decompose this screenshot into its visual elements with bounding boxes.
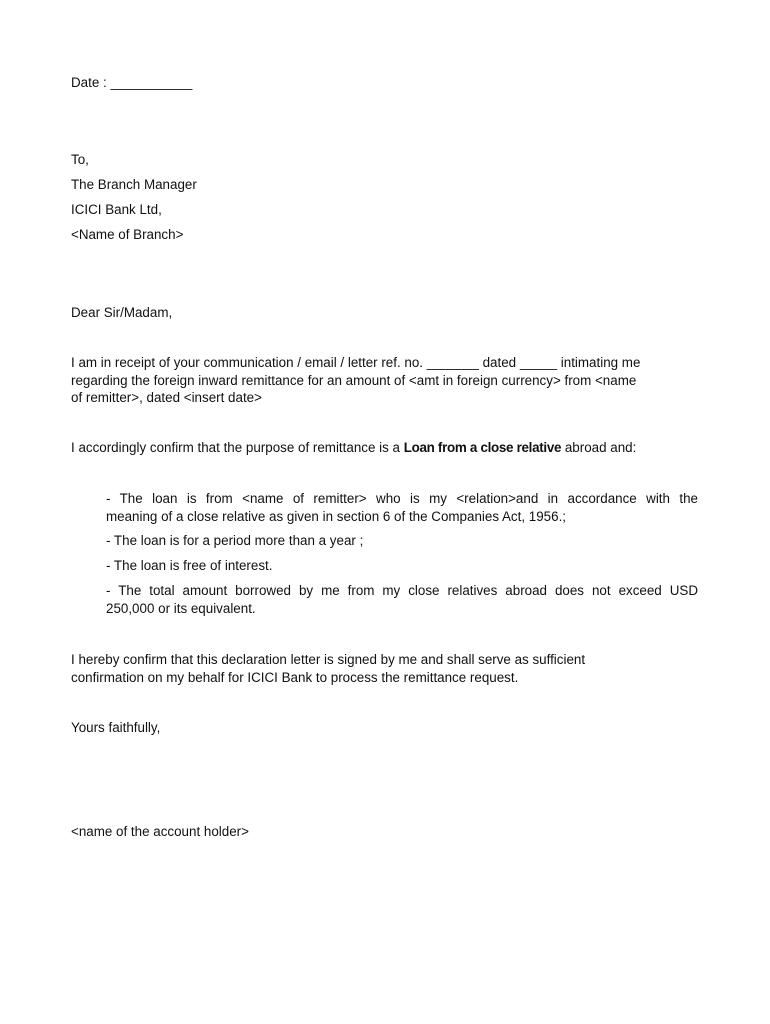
list-item-line: 250,000 or its equivalent.	[106, 600, 256, 616]
list-item	[106, 490, 698, 525]
paragraph-confirmation-line: I hereby confirm that this declaration letter is signed by me and shall serve as sufficient	[71, 652, 586, 667]
list-item-line: - The loan is for a period more than a year ;	[106, 533, 364, 548]
list-item	[106, 582, 698, 617]
paragraph-receipt-line: regarding the foreign inward remittance for an amount of <amt in foreign currency> from <name	[71, 372, 637, 388]
list-item-line: - The loan is from <name of remitter> who is my <relation>and in accordance with the	[106, 491, 698, 506]
address-to: To,	[71, 152, 89, 167]
list-item	[106, 557, 698, 575]
paragraph-purpose	[71, 439, 636, 457]
purpose-text-after: abroad and:	[561, 440, 637, 455]
salutation: Dear Sir/Madam,	[71, 305, 173, 320]
paragraph-receipt	[71, 354, 701, 407]
paragraph-confirmation-line: confirmation on my behalf for ICICI Bank to process the remittance request.	[71, 669, 519, 685]
purpose-highlight: Loan from a close relative	[403, 440, 562, 455]
paragraph-receipt-line: of remitter>, dated <insert date>	[71, 390, 262, 405]
closing: Yours faithfully,	[71, 720, 161, 735]
address-recipient: The Branch Manager	[71, 177, 197, 192]
address-bank: ICICI Bank Ltd,	[71, 202, 162, 217]
list-item-line: - The loan is free of interest.	[106, 558, 273, 573]
purpose-text-before: I accordingly confirm that the purpose of remittance is a	[71, 440, 404, 455]
signature-name: <name of the account holder>	[71, 824, 249, 839]
address-branch: <Name of Branch>	[71, 227, 184, 242]
list-item	[106, 532, 698, 550]
paragraph-confirmation	[71, 651, 701, 686]
paragraph-receipt-line: I am in receipt of your communication / email / letter ref. no. _______ dated _____ intimating me	[71, 355, 641, 370]
list-item-line: meaning of a close relative as given in section 6 of the Companies Act, 1956.;	[106, 508, 567, 524]
date-line: Date : ___________	[71, 75, 193, 90]
list-item-line: - The total amount borrowed by me from my close relatives abroad does not exceed USD	[106, 583, 698, 598]
